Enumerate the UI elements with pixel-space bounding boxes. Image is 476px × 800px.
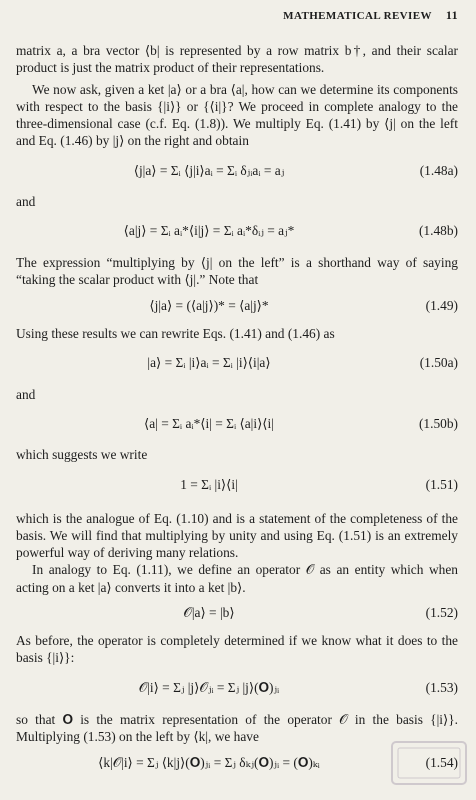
paragraph: Using these results we can rewrite Eqs. (1.41) and (1.46) as [16,325,335,341]
equation-body: 1 = Σᵢ |i⟩⟨i| [180,476,238,492]
running-header [0,8,458,24]
equation-body: ⟨j|a⟩ = Σᵢ ⟨j|i⟩aᵢ = Σᵢ δⱼᵢaᵢ = aⱼ [133,162,285,178]
text-body [16,42,458,775]
paragraph: which is the analogue of Eq. (1.10) and is a statement of the completeness of the basis. We will find that multiplying by unity and using Eq. (1.51) is an extremely powerful way of deriving many relations. [16,510,458,561]
display-equation [16,158,458,184]
equation-body: ⟨a| = Σᵢ aᵢ*⟨i| = Σᵢ ⟨a|i⟩⟨i| [144,416,274,432]
display-equation [16,675,458,701]
paragraph: and [16,193,36,209]
equation-number: (1.48a) [419,162,458,178]
equation-body: 𝒪|i⟩ = Σⱼ |j⟩𝒪ⱼᵢ = Σⱼ |j⟩(𝐎)ⱼᵢ [138,679,280,695]
equation-number: (1.54) [425,755,458,771]
display-equation [16,751,458,775]
paragraph: so that 𝐎 is the matrix representation of the operator 𝒪 in the basis {|i⟩}. Multiplying (1.53) on the left by ⟨k|, we have [16,711,458,744]
page-number: 11 [445,8,458,22]
display-equation [16,350,458,376]
equation-body: ⟨j|a⟩ = (⟨a|j⟩)* = ⟨a|j⟩* [149,297,269,313]
display-equation [16,602,458,624]
paragraph: which suggests we write [16,447,148,463]
equation-number: (1.48b) [418,223,458,239]
paragraph: The expression “multiplying by ⟨j| on the left” is a shorthand way of saying “taking the scalar product with ⟨j|.” Note that [16,255,458,288]
equation-number: (1.50b) [418,416,458,432]
display-equation [16,411,458,437]
display-equation [16,295,458,317]
display-equation [16,472,458,498]
equation-number: (1.50a) [419,354,458,370]
paragraph: In analogy to Eq. (1.11), we define an operator 𝒪 as an entity which when acting on a ket |a⟩ converts it into a ket |b⟩. [16,562,458,595]
display-equation [16,218,458,244]
equation-number: (1.53) [425,679,458,695]
equation-body: 𝒪|a⟩ = |b⟩ [183,605,235,621]
equation-number: (1.52) [425,605,458,621]
equation-body: |a⟩ = Σᵢ |i⟩aᵢ = Σᵢ |i⟩⟨i|a⟩ [147,354,271,370]
equation-body: ⟨k|𝒪|i⟩ = Σⱼ ⟨k|j⟩(𝐎)ⱼᵢ = Σⱼ δₖⱼ(𝐎)ⱼᵢ = (𝐎)ₖᵢ [98,755,320,771]
paragraph: We now ask, given a ket |a⟩ or a bra ⟨a|, how can we determine its components with respect to the basis {|i⟩} or {⟨i|}? We proceed in complete analogy to the three-dimensional case (c.f. Eq. (1.8)). We multiply Eq. (1.41) by ⟨j| on the left and Eq. (1.46) by |j⟩ on the right and obtain [16,81,458,149]
paragraph: and [16,386,36,402]
running-title: MATHEMATICAL REVIEW [283,10,432,22]
paragraph: matrix a, a bra vector ⟨b| is represented by a row matrix b†, and their scalar product is just the matrix product of their representations. [16,43,458,76]
equation-number: (1.51) [425,476,458,492]
equation-body: ⟨a|j⟩ = Σᵢ aᵢ*⟨i|j⟩ = Σᵢ aᵢ*δᵢⱼ = aⱼ* [123,223,295,239]
equation-number: (1.49) [425,297,458,313]
paragraph: As before, the operator is completely determined if we know what it does to the basis {|i⟩}: [16,633,458,666]
